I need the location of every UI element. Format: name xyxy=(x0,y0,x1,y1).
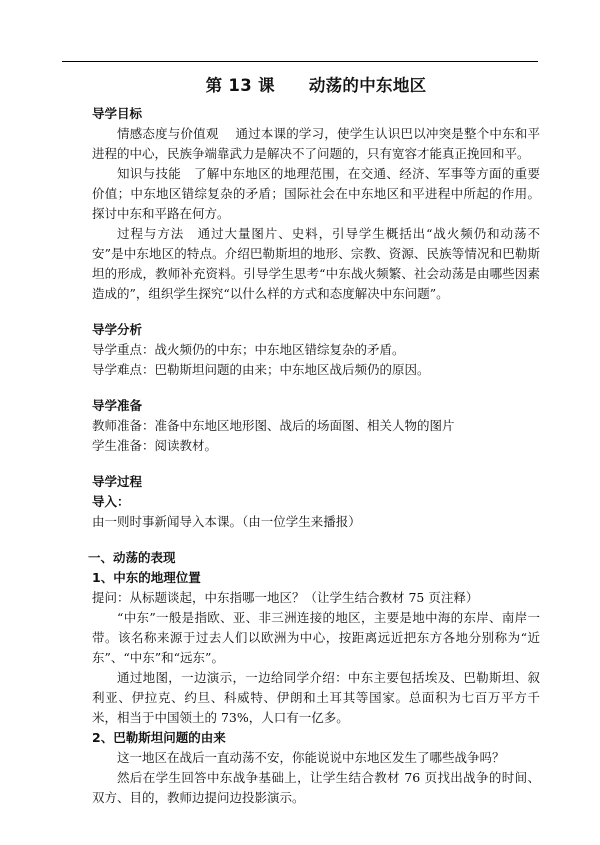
lesson-topic: 动荡的中东地区 xyxy=(308,76,427,95)
top-rule xyxy=(62,61,538,62)
lesson-number: 第 13 课 xyxy=(205,76,275,95)
process-heading: 导学过程 xyxy=(92,474,143,489)
section1-sub1-question: 提问：从标题谈起，中东指哪一地区？（让学生结合教材 75 页注释） xyxy=(92,590,479,605)
goals-emotion: 情感态度与价值观 通过本课的学习，使学生认识巴以冲突是整个中东和平进程的中心，民族争端靠武力是解决不了问题的，只有宽容才能真正挽回和平。 xyxy=(92,126,540,161)
intro-text: 由一则时事新闻导入本课。（由一位学生来播报） xyxy=(92,514,361,529)
spacer xyxy=(92,532,540,548)
analysis-focus: 导学重点：战火频仍的中东；中东地区错综复杂的矛盾。 xyxy=(92,342,405,357)
section1-sub2-paragraph2: 然后在学生回答中东战争基础上，让学生结合教材 76 页找出战争的时间、双方、目的，教师边提问边投影演示。 xyxy=(92,770,540,805)
prep-teacher: 教师准备：准备中东地区地形图、战后的场面图、相关人物的图片 xyxy=(92,418,455,433)
goals-process: 过程与方法 通过大量图片、史料，引导学生概括出“战火频仍和动荡不安”是中东地区的特点。介绍巴勒斯坦的地形、宗教、资源、民族等情况和巴勒斯坦的形成，教师补充资料。引导学生思考“中东战火频繁、社会动荡是由哪些因素造成的”，组织学生探究“以什么样的方式和态度解决中东问题”。 xyxy=(92,226,540,301)
analysis-difficulty: 导学难点：巴勒斯坦问题的由来；中东地区战后频仍的原因。 xyxy=(92,362,430,377)
lesson-title xyxy=(92,72,540,100)
section1-sub1-paragraph2: 通过地图，一边演示，一边给同学介绍：中东主要包括埃及、巴勒斯坦、叙利亚、伊拉克、约旦、科威特、伊朗和土耳其等国家。总面积为七百万平方千米，相当于中国领土的 73%，人口有一亿多。 xyxy=(92,670,540,725)
document-page xyxy=(88,72,540,808)
goals-knowledge: 知识与技能 了解中东地区的地理范围，在交通、经济、军事等方面的重要价值；中东地区错综复杂的矛盾；国际社会在中东地区和平进程中所起的作用。探讨中东和平路在何方。 xyxy=(92,166,540,221)
goals-heading: 导学目标 xyxy=(92,106,143,121)
section1-sub1-paragraph1: “中东”一般是指欧、亚、非三洲连接的地区，主要是地中海的东岸、南岸一带。该名称来源于过去人们以欧洲为中心，按距离远近把东方各地分别称为“近东”、“中东”和“远东”。 xyxy=(92,610,540,665)
spacer xyxy=(92,380,540,396)
spacer xyxy=(92,304,540,320)
section1-sub2-paragraph1: 这一地区在战后一直动荡不安，你能说说中东地区发生了哪些战争吗？ xyxy=(117,750,505,765)
prep-heading: 导学准备 xyxy=(92,398,143,413)
intro-label: 导入： xyxy=(92,494,130,509)
prep-student: 学生准备：阅读教材。 xyxy=(92,438,218,453)
section1-sub1: 1、中东的地理位置 xyxy=(92,570,201,585)
analysis-heading: 导学分析 xyxy=(92,322,143,337)
section1-heading: 一、动荡的表现 xyxy=(88,550,176,565)
spacer xyxy=(92,456,540,472)
section1-sub2: 2、巴勒斯坦问题的由来 xyxy=(92,730,226,745)
